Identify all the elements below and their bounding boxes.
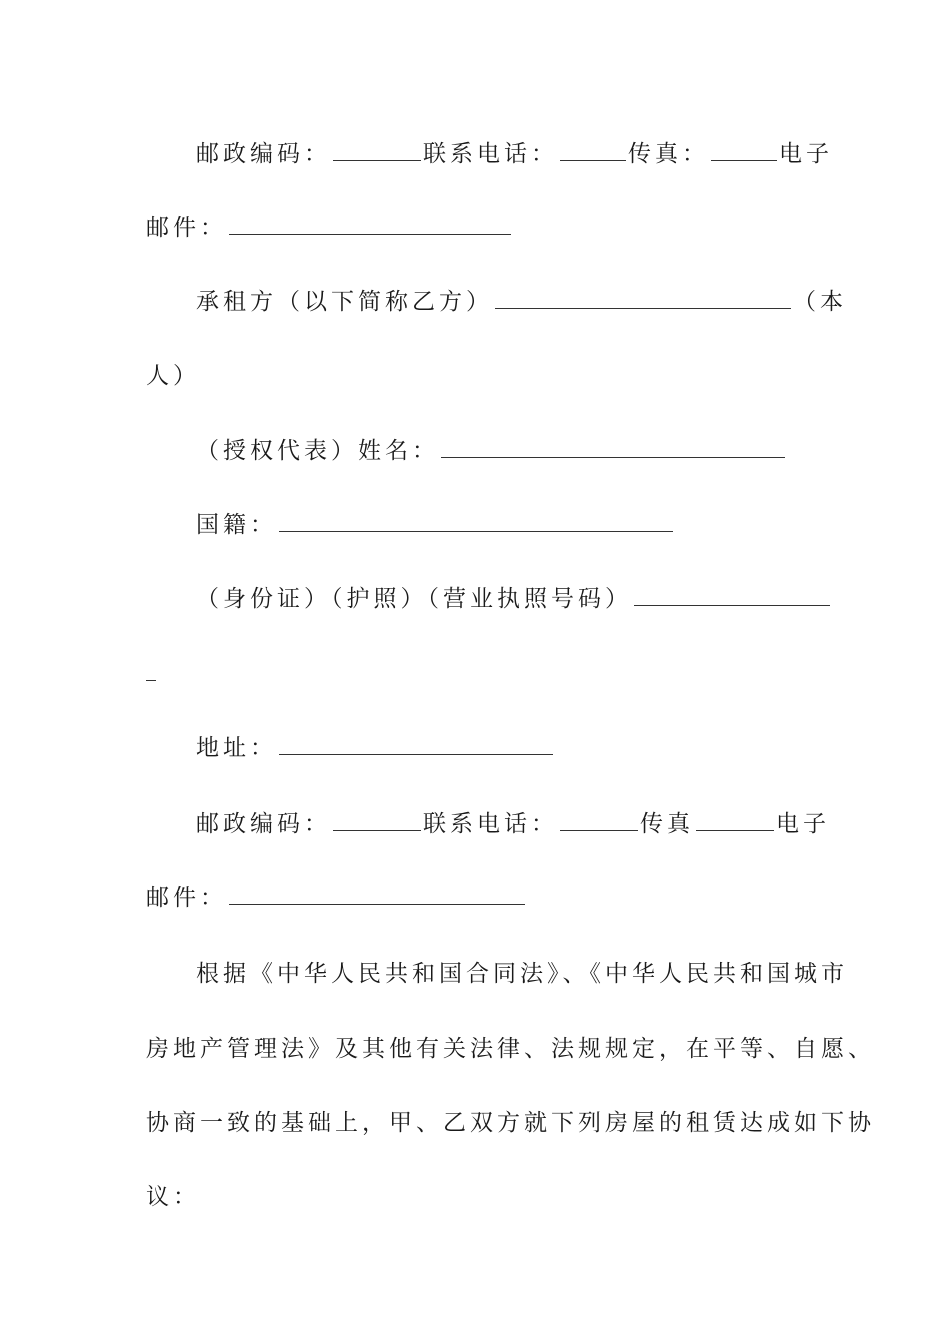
party-b-phone-blank[interactable] bbox=[560, 812, 638, 831]
rep-name-label: （授权代表）姓名： bbox=[196, 438, 439, 464]
email-label-start: 电子 bbox=[779, 141, 833, 167]
party-b-self-start: （本 bbox=[793, 289, 847, 315]
rep-name-blank[interactable] bbox=[441, 439, 785, 458]
postal-code-blank[interactable] bbox=[333, 142, 421, 161]
party-b-email-label-start: 电子 bbox=[776, 811, 830, 837]
party-a-contact-line bbox=[196, 140, 833, 168]
phone-label: 联系电话： bbox=[423, 141, 558, 167]
fax-label: 传真： bbox=[628, 141, 709, 167]
rep-name-line bbox=[196, 437, 787, 465]
party-b-self-end-line bbox=[146, 362, 200, 390]
email-label-end: 邮件： bbox=[146, 215, 227, 241]
party-b-intro-line bbox=[196, 288, 847, 316]
party-b-fax-blank[interactable] bbox=[696, 812, 774, 831]
party-b-intro-label: 承租方（以下简称乙方） bbox=[196, 289, 493, 315]
nationality-blank[interactable] bbox=[279, 513, 673, 532]
id-label: （身份证）（护照）（营业执照号码） bbox=[196, 586, 632, 612]
nationality-label: 国籍： bbox=[196, 512, 277, 538]
party-b-email-label-end: 邮件： bbox=[146, 885, 227, 911]
address-line bbox=[196, 734, 555, 762]
fax-blank[interactable] bbox=[711, 142, 777, 161]
address-blank[interactable] bbox=[279, 736, 553, 755]
email-blank[interactable] bbox=[229, 216, 511, 235]
nationality-line bbox=[196, 511, 675, 539]
party-b-email-line bbox=[146, 884, 527, 912]
id-number-blank-continuation[interactable] bbox=[146, 680, 156, 681]
party-a-email-line bbox=[146, 214, 513, 242]
party-b-email-blank[interactable] bbox=[229, 886, 525, 905]
party-b-postal-code-blank[interactable] bbox=[333, 812, 421, 831]
party-b-contact-line bbox=[196, 810, 830, 838]
basis-line-3: 协商一致的基础上，甲、乙双方就下列房屋的租赁达成如下协 bbox=[146, 1110, 875, 1136]
phone-blank[interactable] bbox=[560, 142, 626, 161]
basis-line-4: 议： bbox=[146, 1184, 200, 1210]
party-b-name-blank[interactable] bbox=[495, 290, 791, 309]
postal-code-label: 邮政编码： bbox=[196, 141, 331, 167]
basis-line-2: 房地产管理法》及其他有关法律、法规规定，在平等、自愿、 bbox=[146, 1036, 875, 1062]
party-b-postal-code-label: 邮政编码： bbox=[196, 811, 331, 837]
basis-line-1: 根据《中华人民共和国合同法》、《中华人民共和国城市 bbox=[196, 961, 848, 987]
party-b-phone-label: 联系电话： bbox=[423, 811, 558, 837]
party-b-self-end: 人） bbox=[146, 363, 200, 389]
address-label: 地址： bbox=[196, 735, 277, 761]
id-line bbox=[196, 585, 832, 613]
party-b-fax-label: 传真 bbox=[640, 811, 694, 837]
id-number-blank[interactable] bbox=[634, 587, 830, 606]
